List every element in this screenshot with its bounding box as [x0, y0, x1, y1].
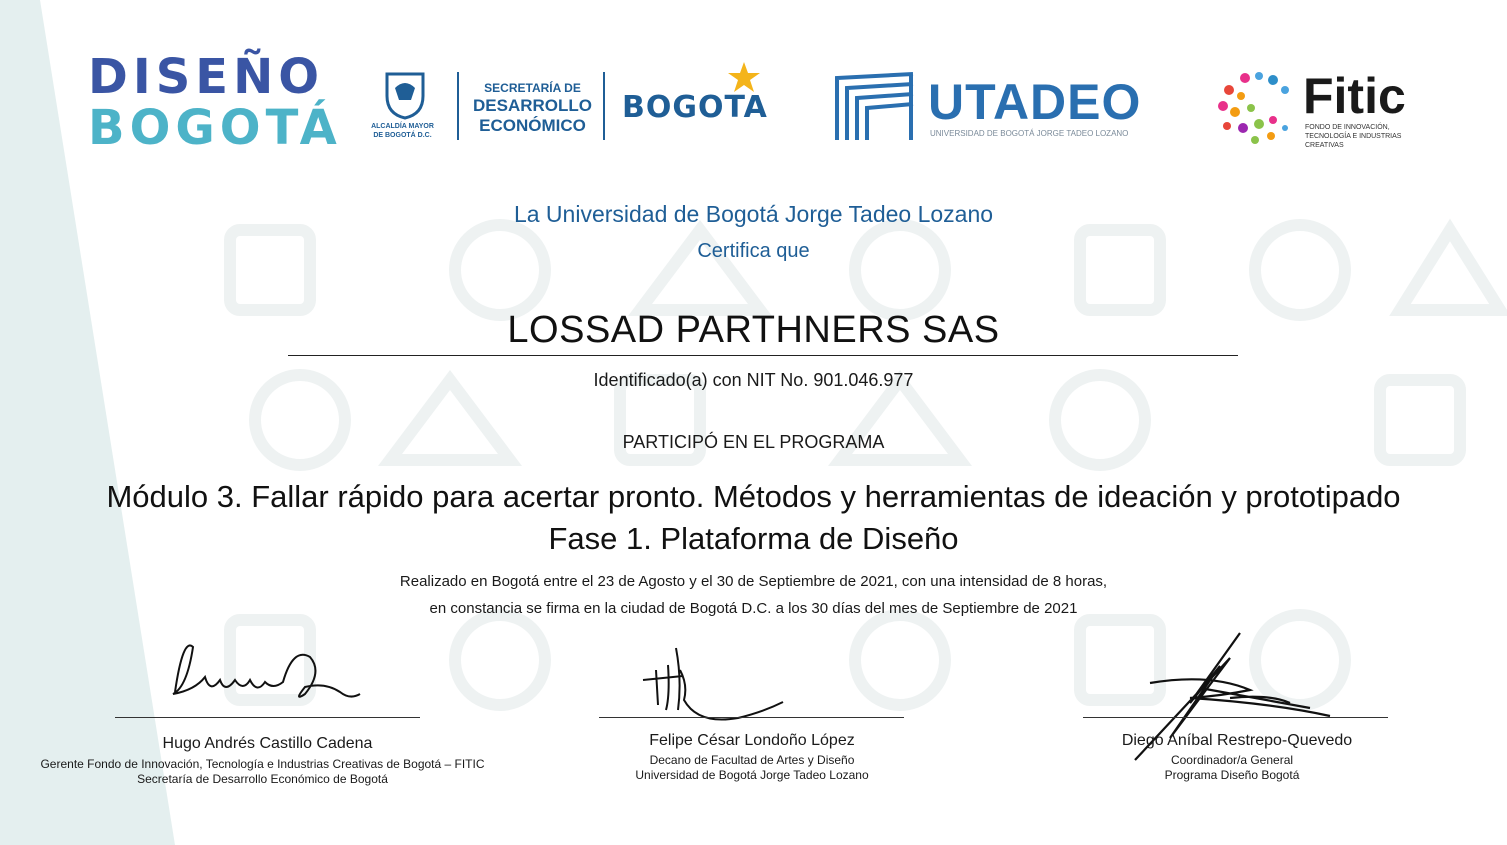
alcaldia-caption-line1: ALCALDÍA MAYOR: [371, 123, 434, 130]
participated-label: PARTICIPÓ EN EL PROGRAMA: [622, 432, 885, 452]
alcaldia-caption-line2: DE BOGOTÁ D.C.: [373, 132, 432, 139]
signature-1: [165, 632, 370, 712]
signatory-2-role2: Universidad de Bogotá Jorge Tadeo Lozano: [635, 768, 869, 782]
fitic-logo: [1215, 68, 1425, 153]
signatory-2-name: Felipe César Londoño López: [649, 732, 855, 749]
secretaria-line1: SECRETARÍA DE: [484, 81, 581, 95]
secretaria-line2: DESARROLLO: [473, 96, 592, 115]
logo-divider-2: [603, 72, 605, 140]
diseno-logo-line1: DISEÑO: [88, 49, 325, 105]
recipient-name: LOSSAD PARTHNERS SAS: [507, 309, 1000, 351]
fitic-sub3: CREATIVAS: [1305, 142, 1344, 149]
fitic-sub1: FONDO DE INNOVACIÓN,: [1305, 124, 1390, 131]
signatory-1-role1: Gerente Fondo de Innovación, Tecnología e Industrias Creativas de Bogotá – FITIC: [40, 757, 485, 771]
signatory-2-role1: Decano de Facultad de Artes y Diseño: [649, 753, 855, 767]
diseno-logo-line2: BOGOTÁ: [88, 100, 342, 156]
diseno-bogota-logo: [88, 49, 342, 162]
id-number: 901.046.977: [813, 370, 914, 390]
bogota-logo-text: BOGOTA: [622, 90, 768, 125]
institution-title: La Universidad de Bogotá Jorge Tadeo Lozano: [513, 201, 994, 227]
fitic-name: Fitic: [1303, 68, 1406, 124]
utadeo-logo: [833, 70, 1163, 145]
logo-divider: [457, 72, 459, 140]
fitic-sub2: TECNOLOGÍA E INDUSTRIAS: [1305, 133, 1402, 140]
utadeo-emblem-icon: [833, 70, 918, 142]
secretaria-logo: [470, 80, 595, 140]
details-line2: en constancia se firma en la ciudad de Bogotá D.C. a los 30 días del mes de Septiembre de 2021: [429, 600, 1078, 617]
recipient-underline: [288, 355, 1238, 356]
signatory-3-name: Diego Aníbal Restrepo-Quevedo: [1121, 732, 1353, 749]
alcaldia-logo: [365, 70, 455, 145]
bogota-logo: [622, 60, 767, 140]
signatory-3-role2: Programa Diseño Bogotá: [1164, 768, 1300, 782]
signature-line-3: [1083, 717, 1388, 718]
shield-icon: [383, 70, 427, 120]
signatory-1-name: Hugo Andrés Castillo Cadena: [162, 735, 373, 752]
utadeo-subtitle: UNIVERSIDAD DE BOGOTÁ JORGE TADEO LOZANO: [930, 129, 1129, 138]
id-label: Identificado(a) con NIT No.: [593, 370, 809, 390]
details-line1: Realizado en Bogotá entre el 23 de Agosto y el 30 de Septiembre de 2021, con una intensidad de 8 horas,: [399, 573, 1108, 590]
program-title-line1: Módulo 3. Fallar rápido para acertar pronto. Métodos y herramientas de ideación y prototipado: [106, 479, 1401, 514]
signature-line-1: [115, 717, 420, 718]
utadeo-name: UTADEO: [928, 74, 1142, 130]
fitic-dots-icon: [1215, 68, 1300, 150]
id-line: [0, 370, 1507, 391]
signatory-1-role2: Secretaría de Desarrollo Económico de Bogotá: [137, 772, 388, 786]
signature-line-2: [599, 717, 904, 718]
secretaria-line3: ECONÓMICO: [479, 116, 586, 135]
program-title-line2: Fase 1. Plataforma de Diseño: [548, 521, 959, 556]
signature-2: [638, 640, 788, 725]
certifies-label: Certifica que: [697, 240, 810, 262]
signatory-3-role1: Coordinador/a General: [1170, 753, 1294, 767]
